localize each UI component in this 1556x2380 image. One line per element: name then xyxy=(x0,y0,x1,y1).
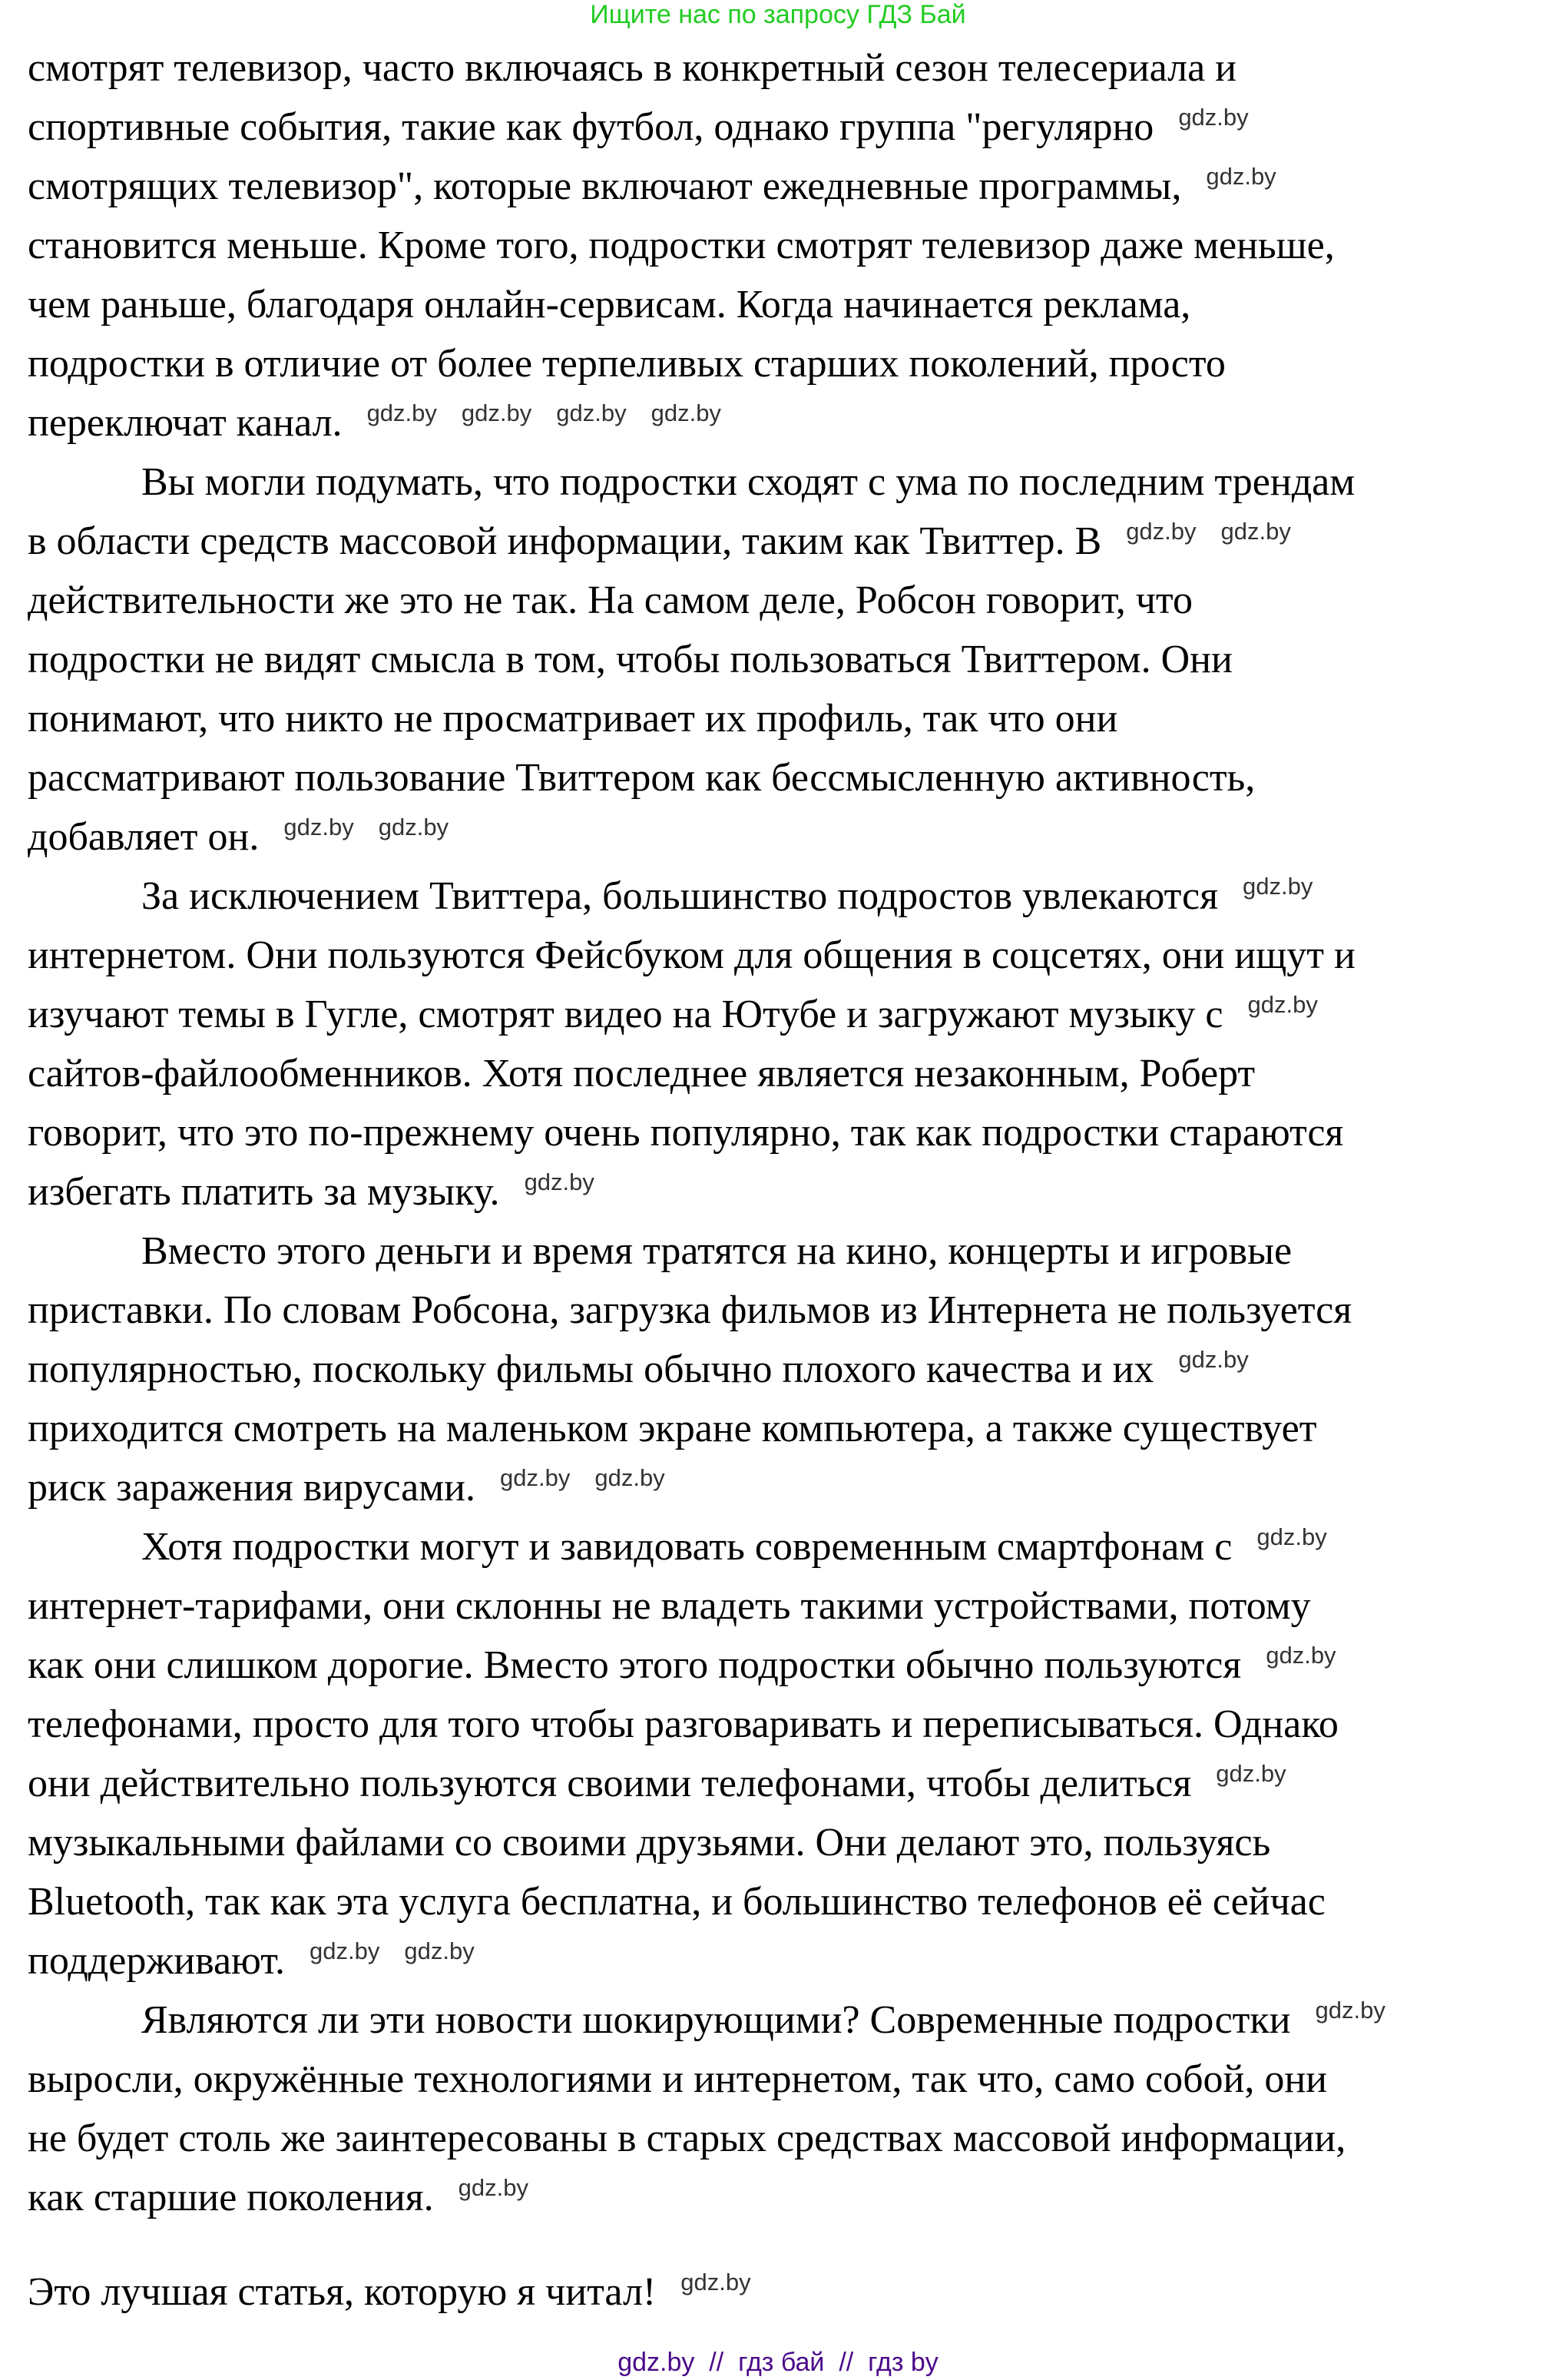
text-line xyxy=(28,755,1255,801)
text-line-content: смотрят телевизор, часто включаясь в конкретный сезон телесериала и xyxy=(28,46,1237,90)
text-line-content: телефонами, просто для того чтобы разговаривать и переписываться. Однако xyxy=(28,1702,1339,1746)
text-line-content: Хотя подростки могут и завидовать современным смартфонам с xyxy=(141,1525,1233,1569)
text-line-content: добавляет он. xyxy=(28,815,260,859)
text-line-content: говорит, что это по-прежнему очень популярно, так как подростки стараются xyxy=(28,1111,1344,1155)
text-line xyxy=(28,933,1356,979)
text-line xyxy=(28,1583,1311,1629)
text-line xyxy=(28,1879,1326,1925)
text-line-content: приходится смотреть на маленьком экране компьютера, а также существует xyxy=(28,1407,1317,1450)
text-line-content: переключат канал. xyxy=(28,401,343,445)
text-line-content: подростки в отличие от более терпеливых старших поколений, просто xyxy=(28,342,1226,386)
text-line xyxy=(28,519,1291,565)
watermark-text: gdz.by xyxy=(594,1464,665,1491)
search-hint-banner: Ищите нас по запросу ГДЗ Бай xyxy=(590,0,966,29)
watermark-text: gdz.by xyxy=(1220,518,1291,545)
footer-site-links: gdz.by // гдз бай // гдз by xyxy=(617,2348,939,2377)
text-line xyxy=(28,1051,1255,1097)
text-line xyxy=(28,223,1335,269)
text-line-content: становится меньше. Кроме того, подростки смотрят телевизор даже меньше, xyxy=(28,224,1335,267)
text-line xyxy=(28,164,1276,210)
watermark-text: gdz.by xyxy=(680,2269,751,2295)
watermark-text: gdz.by xyxy=(1247,991,1318,1018)
text-line-content: выросли, окружённые технологиями и интернетом, так что, само собой, они xyxy=(28,2057,1328,2101)
text-line xyxy=(28,1347,1249,1393)
text-line-content: За исключением Твиттера, большинство подростов увлекаются xyxy=(141,874,1219,918)
paragraph-first-line xyxy=(141,1997,1386,2044)
text-line xyxy=(28,2175,528,2221)
text-line xyxy=(28,400,721,446)
text-line xyxy=(28,1465,665,1511)
watermark-text: gdz.by xyxy=(461,399,532,426)
paragraph-first-line xyxy=(141,1228,1292,1275)
text-line xyxy=(28,1110,1343,1156)
text-line-content: музыкальными файлами со своими друзьями. Они делают это, пользуясь xyxy=(28,1821,1271,1865)
watermark-text: gdz.by xyxy=(378,814,449,840)
watermark-text: gdz.by xyxy=(1126,518,1197,545)
watermark-text: gdz.by xyxy=(1256,1523,1327,1550)
watermark-text: gdz.by xyxy=(366,399,437,426)
watermark-text: gdz.by xyxy=(1206,163,1276,190)
watermark-text: gdz.by xyxy=(524,1168,594,1195)
text-line-content: они действительно пользуются своими телефонами, чтобы делиться xyxy=(28,1762,1192,1805)
watermark-text: gdz.by xyxy=(283,814,354,840)
text-line-content: поддерживают. xyxy=(28,1939,286,1983)
watermark-text: gdz.by xyxy=(310,1937,380,1964)
text-line-content: как старшие поколения. xyxy=(28,2176,434,2219)
watermark-text: gdz.by xyxy=(651,399,721,426)
text-line-content: Вы могли подумать, что подростки сходят с ума по последним трендам xyxy=(141,460,1356,504)
text-line xyxy=(28,814,449,860)
text-line xyxy=(28,637,1233,683)
text-line xyxy=(28,1406,1316,1452)
text-line-content: приставки. По словам Робсона, загрузка фильмов из Интернета не пользуется xyxy=(28,1288,1352,1332)
text-line-content: популярностью, поскольку фильмы обычно плохого качества и их xyxy=(28,1347,1154,1391)
text-line xyxy=(28,696,1117,742)
text-line xyxy=(28,2116,1346,2162)
text-line xyxy=(28,1642,1336,1689)
paragraph-first-line xyxy=(141,873,1313,920)
text-line-content: избегать платить за музыку. xyxy=(28,1170,500,1214)
text-line-content: Bluetooth, так как эта услуга бесплатна, и большинство телефонов её сейчас xyxy=(28,1880,1326,1924)
text-line-content: Это лучшая статья, которую я читал! xyxy=(28,2270,657,2314)
text-line-content: спортивные события, такие как футбол, однако группа "регулярно xyxy=(28,105,1154,149)
text-line xyxy=(28,282,1190,328)
paragraph-first-line xyxy=(141,459,1355,506)
text-line xyxy=(28,104,1249,151)
text-line-content: смотрящих телевизор", которые включают ежедневные программы, xyxy=(28,164,1182,208)
text-line xyxy=(28,1938,475,1984)
text-line-content: подростки не видят смысла в том, чтобы пользоваться Твиттером. Они xyxy=(28,638,1233,681)
text-line-content: Вместо этого деньги и время тратятся на кино, концерты и игровые xyxy=(141,1229,1293,1273)
paragraph-first-line xyxy=(141,1524,1327,1570)
watermark-text: gdz.by xyxy=(1243,873,1313,900)
watermark-text: gdz.by xyxy=(1315,1997,1386,2024)
text-line-content: Являются ли эти новости шокирующими? Современные подростки xyxy=(141,1998,1291,2042)
watermark-text: gdz.by xyxy=(500,1464,571,1491)
text-line-content: не будет столь же заинтересованы в старых средствах массовой информации, xyxy=(28,2116,1346,2160)
text-line xyxy=(28,992,1318,1038)
watermark-text: gdz.by xyxy=(458,2174,529,2201)
text-line xyxy=(28,2269,751,2315)
text-line-content: понимают, что никто не просматривает их профиль, так что они xyxy=(28,697,1118,741)
text-line xyxy=(28,341,1226,387)
watermark-text: gdz.by xyxy=(404,1937,475,1964)
text-line-content: изучают темы в Гугле, смотрят видео на Ютубе и загружают музыку с xyxy=(28,993,1223,1036)
watermark-text: gdz.by xyxy=(1178,104,1249,131)
text-line xyxy=(28,578,1193,624)
watermark-text: gdz.by xyxy=(1216,1760,1286,1787)
watermark-text: gdz.by xyxy=(1266,1642,1336,1669)
watermark-text: gdz.by xyxy=(556,399,627,426)
text-line-content: в области средств массовой информации, таким как Твиттер. В xyxy=(28,519,1102,563)
text-line-content: как они слишком дорогие. Вместо этого подростки обычно пользуются xyxy=(28,1643,1242,1687)
text-line-content: интернетом. Они пользуются Фейсбуком для общения в соцсетях, они ищут и xyxy=(28,933,1356,977)
text-line xyxy=(28,1169,594,1215)
text-line-content: действительности же это не так. На самом деле, Робсон говорит, что xyxy=(28,578,1193,622)
watermark-text: gdz.by xyxy=(1178,1346,1249,1373)
text-line-content: чем раньше, благодаря онлайн-сервисам. Когда начинается реклама, xyxy=(28,283,1191,327)
text-line xyxy=(28,1761,1286,1807)
text-line xyxy=(28,45,1237,91)
text-line-content: рассматривают пользование Твиттером как бессмысленную активность, xyxy=(28,756,1256,800)
text-line-content: интернет-тарифами, они склонны не владеть такими устройствами, потому xyxy=(28,1584,1311,1628)
text-line xyxy=(28,2057,1327,2103)
text-line xyxy=(28,1820,1270,1866)
text-line-content: сайтов-файлообменников. Хотя последнее является незаконным, Роберт xyxy=(28,1052,1256,1096)
text-line-content: риск заражения вирусами. xyxy=(28,1466,475,1510)
text-line xyxy=(28,1702,1339,1748)
text-line xyxy=(28,1288,1352,1334)
